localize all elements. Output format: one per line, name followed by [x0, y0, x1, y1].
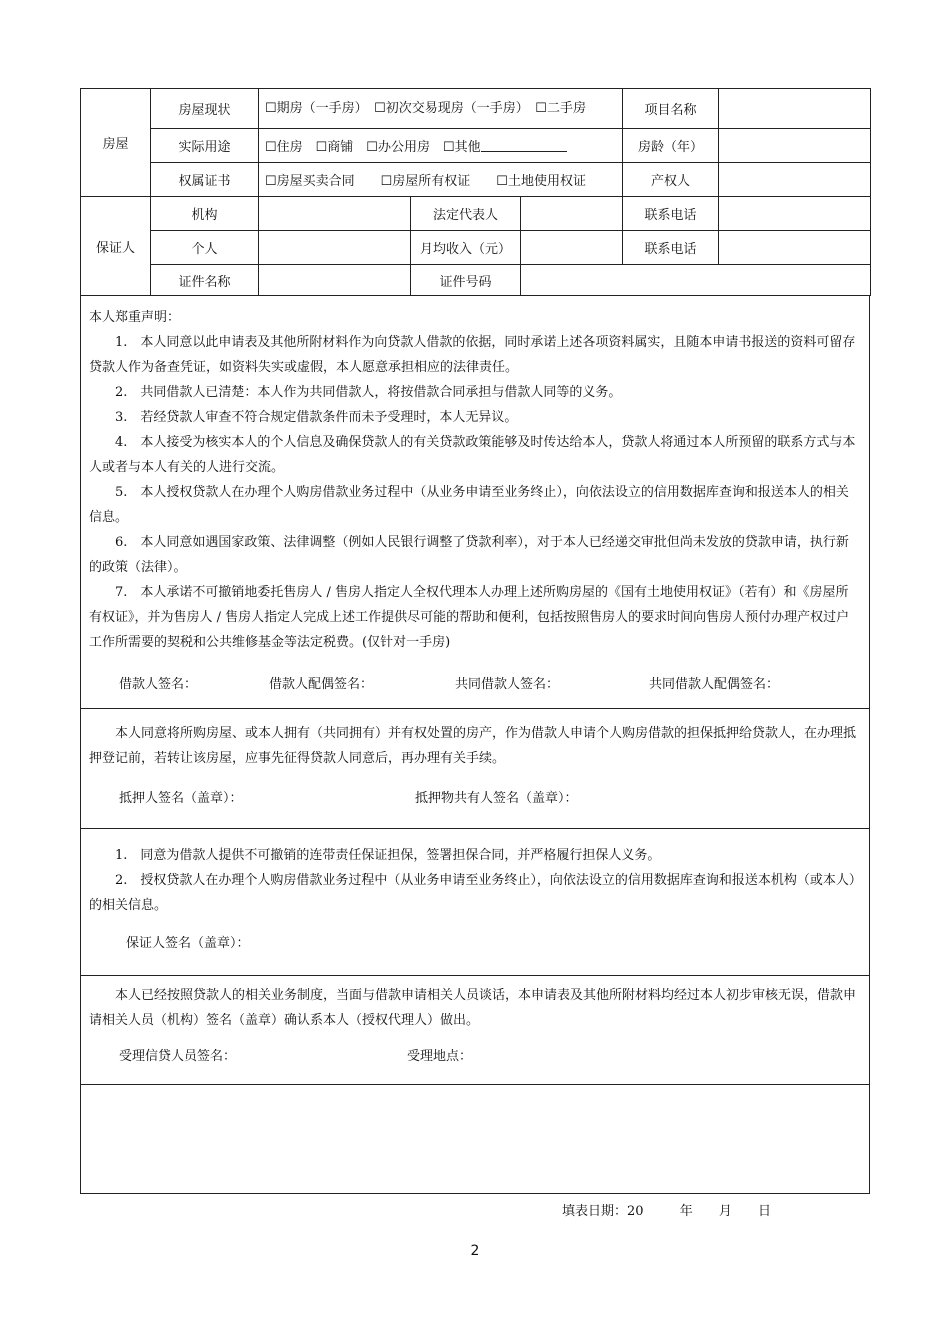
- guarantor-signature-row: [89, 928, 861, 954]
- declaration-item: 5. 本人授权贷款人在办理个人购房借款业务过程中（从业务申请至业务终止），向依法设立的信用数据库查询和报送本人的相关信息。: [89, 485, 849, 525]
- declaration-item: 6. 本人同意如遇国家政策、法律调整（例如人民银行调整了贷款利率），对于本人已经递交审批但尚未发放的贷款申请，执行新的政策（法律）。: [89, 535, 849, 575]
- page-number: 2: [470, 1243, 480, 1259]
- property-guarantor-table: [80, 88, 871, 296]
- co-owner-signature-label[interactable]: 抵押物共有人签名（盖章）：: [415, 790, 578, 806]
- declaration-item: 1. 本人同意以此申请表及其他所附材料作为向贷款人借款的依据，同时承诺上述各项资料属实，且随本申请书报送的资料可留存贷款人作为备查凭证，如资料失实或虚假，本人愿意承担相应的法律责任。: [89, 335, 856, 375]
- acceptance-place-label[interactable]: 受理地点：: [407, 1048, 473, 1064]
- co-borrower-signature-label[interactable]: 共同借款人签名：: [455, 676, 560, 692]
- officer-signature-label[interactable]: 受理信贷人员签名：: [119, 1048, 237, 1064]
- cert-label: 权属证书: [151, 163, 259, 197]
- declaration-heading: 本人郑重声明：: [89, 310, 181, 325]
- borrower-spouse-signature-label[interactable]: 借款人配偶签名：: [269, 676, 374, 692]
- fill-date-month: 月: [718, 1204, 732, 1219]
- legal-rep-field[interactable]: [521, 197, 623, 231]
- house-use-options[interactable]: ☐住房 ☐商铺 ☐办公用房 ☐其他: [265, 140, 481, 155]
- guarantee-item: 2. 授权贷款人在办理个人购房借款业务过程中（从业务申请至业务终止），向依法设立的信用数据库查询和报送本机构（或本人）的相关信息。: [89, 873, 856, 913]
- guarantee-section: [80, 829, 870, 976]
- project-name-field[interactable]: [719, 89, 871, 129]
- org-phone-field[interactable]: [719, 197, 871, 231]
- person-phone-field[interactable]: [719, 231, 871, 265]
- id-number-field[interactable]: [521, 265, 871, 296]
- house-age-field[interactable]: [719, 129, 871, 163]
- mortgage-section: [80, 709, 870, 829]
- declaration-item: 7. 本人承诺不可撤销地委托售房人 / 售房人指定人全权代理本人办理上述所购房屋的《国有土地使用权证》（若有）和《房屋所有权证》，并为售房人 / 售房人指定人完成上述工作提供尽可能的帮助和便利，包括按照售房人的要求时间向售房人预付办理产权过户工作所需要的契税和公共维修基金等法定税费。(仅针对一手房): [89, 585, 850, 650]
- application-form-page: [80, 88, 870, 1194]
- house-use-label: 实际用途: [151, 129, 259, 163]
- guarantor-signature-label[interactable]: 保证人签名（盖章）：: [126, 935, 250, 951]
- borrower-signature-label[interactable]: 借款人签名：: [119, 676, 198, 692]
- declaration-signature-row: [89, 669, 861, 695]
- other-use-blank[interactable]: [481, 139, 567, 152]
- co-borrower-spouse-signature-label[interactable]: 共同借款人配偶签名：: [649, 676, 780, 692]
- mortgage-signature-row: [89, 783, 861, 809]
- acceptance-section: [80, 976, 870, 1085]
- declaration-section: [80, 296, 870, 709]
- person-phone-label: 联系电话: [623, 231, 719, 265]
- org-field[interactable]: [259, 197, 411, 231]
- fill-date-label: 填表日期：20: [562, 1204, 644, 1219]
- mortgagor-signature-label[interactable]: 抵押人签名（盖章）：: [119, 790, 243, 806]
- org-phone-label: 联系电话: [623, 197, 719, 231]
- acceptance-statement: 本人已经按照贷款人的相关业务制度，当面与借款申请相关人员谈话，本申请表及其他所附材料均经过本人初步审核无误，借款申请相关人员（机构）签名（盖章）确认系本人（授权代理人）做出。: [89, 988, 857, 1028]
- house-status-options[interactable]: ☐期房（一手房） ☐初次交易现房（一手房） ☐二手房: [259, 89, 623, 129]
- id-name-field[interactable]: [259, 265, 411, 296]
- house-section-label: 房屋: [81, 89, 151, 197]
- project-name-label: 项目名称: [623, 89, 719, 129]
- cert-options[interactable]: ☐房屋买卖合同 ☐房屋所有权证 ☐土地使用权证: [259, 163, 623, 197]
- fill-date: [562, 1200, 771, 1219]
- org-label: 机构: [151, 197, 259, 231]
- declaration-item: 2. 共同借款人已清楚：本人作为共同借款人，将按借款合同承担与借款人同等的义务。: [115, 385, 622, 400]
- id-number-label: 证件号码: [411, 265, 521, 296]
- legal-rep-label: 法定代表人: [411, 197, 521, 231]
- fill-date-year: 年: [679, 1204, 693, 1219]
- id-name-label: 证件名称: [151, 265, 259, 296]
- person-label: 个人: [151, 231, 259, 265]
- house-status-label: 房屋现状: [151, 89, 259, 129]
- blank-notes-box[interactable]: [80, 1085, 870, 1194]
- guarantor-section-label: 保证人: [81, 197, 151, 296]
- acceptance-signature-row: [89, 1041, 861, 1067]
- declaration-item: 3. 若经贷款人审查不符合规定借款条件而未予受理时，本人无异议。: [115, 410, 518, 425]
- person-field[interactable]: [259, 231, 411, 265]
- declaration-item: 4. 本人接受为核实本人的个人信息及确保贷款人的有关贷款政策能够及时传达给本人，贷款人将通过本人所预留的联系方式与本人或者与本人有关的人进行交流。: [89, 435, 856, 475]
- owner-label: 产权人: [623, 163, 719, 197]
- guarantee-item: 1. 同意为借款人提供不可撤销的连带责任保证担保，签署担保合同，并严格履行担保人义务。: [115, 848, 661, 863]
- house-age-label: 房龄（年）: [623, 129, 719, 163]
- mortgage-statement: 本人同意将所购房屋、或本人拥有（共同拥有）并有权处置的房产，作为借款人申请个人购房借款的担保抵押给贷款人，在办理抵押登记前，若转让该房屋，应事先征得贷款人同意后，再办理有关手续。: [89, 726, 857, 766]
- fill-date-day: 日: [758, 1204, 772, 1219]
- income-label: 月均收入（元）: [411, 231, 521, 265]
- income-field[interactable]: [521, 231, 623, 265]
- owner-field[interactable]: [719, 163, 871, 197]
- house-use-cell[interactable]: [259, 129, 623, 163]
